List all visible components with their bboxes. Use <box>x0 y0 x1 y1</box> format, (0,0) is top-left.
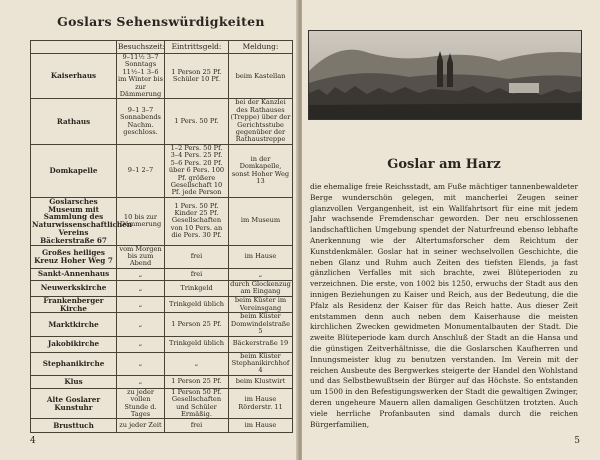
sight-name: Rathaus <box>31 99 117 144</box>
page-title: Goslars Sehenswürdigkeiten <box>57 14 265 29</box>
admission-fee: 1 Person 50 Pf. Gesellschaften und Schüler Ermäßig. <box>165 388 229 419</box>
sights-table <box>30 40 293 433</box>
admission-fee: frei <box>165 245 229 268</box>
header-report: Meldung: <box>229 41 293 54</box>
admission-fee: Trinkgeld üblich <box>165 296 229 313</box>
right-page <box>302 0 600 460</box>
table-row <box>31 336 293 352</box>
table-row <box>31 419 293 433</box>
visiting-time: 10 bis zur Dämmerung <box>117 197 165 245</box>
report-to: beim Küster im Vereinsgang <box>229 296 293 313</box>
page-number-left: 4 <box>30 436 36 446</box>
table-row <box>31 313 293 336</box>
report-to: Bäckerstraße 19 <box>229 336 293 352</box>
sight-name: Goslarsches Museum mit Sammlung des Naturwissenschaftlichen Vereins Bäckerstraße 67 <box>32 196 132 245</box>
report-to: im Hause <box>229 245 293 268</box>
report-to: im Hause <box>229 419 293 433</box>
report-to: im Hause Rörderstr. 11 <box>229 388 293 419</box>
sight-name: Sankt-Annenhaus <box>31 268 117 280</box>
report-to: in der Domkapelle, sonst Hoher Weg 13 <box>229 144 293 197</box>
table-row <box>31 352 293 375</box>
sight-name: Domkapelle <box>31 144 117 197</box>
page-number-right: 5 <box>574 436 580 446</box>
table-header-row <box>31 41 293 54</box>
admission-fee: „ <box>165 352 229 375</box>
sight-name: Brusttuch <box>31 419 117 433</box>
sight-name: Frankenberger Kirche <box>31 296 117 313</box>
sight-name: Kaiserhaus <box>31 54 117 99</box>
report-to: bei der Kanzlei des Rathauses (Treppe) über der Gerichtsstube gegenüber der Rathaustreppe <box>229 99 293 144</box>
admission-fee: 1–2 Pers. 50 Pf. 3–4 Pers. 25 Pf. 5–6 Pers. 20 Pf. über 6 Pers. 100 Pf. größere Gesellschaft 10 Pf. jede Person <box>165 144 229 197</box>
visiting-time: „ <box>117 296 165 313</box>
visiting-time: zu jeder Zeit <box>117 419 165 433</box>
report-to: beim Kastellan <box>229 54 293 99</box>
table-row <box>31 54 293 99</box>
header-visiting-time: Besuchszeit: <box>117 41 165 54</box>
report-to: „ <box>229 268 293 280</box>
report-to: beim Küster Domwindelstraße 5 <box>229 313 293 336</box>
admission-fee: frei <box>165 419 229 433</box>
sight-name: Großes heiliges Kreuz Hoher Weg 7 <box>31 245 117 268</box>
table-body <box>31 54 293 433</box>
admission-fee: 1 Person 25 Pf. Schüler 10 Pf. <box>165 54 229 99</box>
sight-name: Klus <box>31 375 117 388</box>
header-admission: Eintrittsgeld: <box>165 41 229 54</box>
admission-fee: frei <box>165 268 229 280</box>
visiting-time: „ <box>117 313 165 336</box>
report-to: durch Glockenzug am Eingang <box>230 279 291 296</box>
article-body: die ehemalige freie Reichsstadt, am Fuße mächtiger tannenbewaldeter Berge wunderschön gelegen, mit mancherlei Zeugen seiner glanzvollen Vergangenheit, ist ein Wallfahrtsort für eine mit jedem Jahr wachsende Fremdenschar geworden. Der neu erschlossenen landschaftlichen Umgebung spendet der Naturfreund ebenso lebhafte Anerkennung wie der Altertumsforscher dem Reichtum der Kunstdenkmäler. Goslar hat in seiner wechselvollen Geschichte, die neben Glanz und Ruhm auch Zeiten des tiefsten Elends, ja fast gänzlichen Verfalles mit sich brachte, zwei Blüteperioden zu verzeichnen. Die erste, von 1002 bis 1250, erwuchs der Stadt aus den innigen Beziehungen zu Kaiser und Reich, aus der Bedeutung, die die Pfalz als Residenz der Kaiser für das Reich hatte. Aus dieser Zeit entstammen denn auch neben dem Kaiserhause die meisten kirchlichen Zwecken gewidmeten Monumentalbauten der Stadt. Die zweite Blüteperiode kam durch Anschluß der Stadt an die Hansa und die günstigen Zeitverhältnisse, die die Goslarschen Kaufherren und Innungsmeister klug zu benutzen verstanden. Im Verein mit der reichen Ausbeute des Bergwerkes steigerte der Handel den Wohlstand und das Selbstbewußtsein der Bürger auf das Höchste. So entstanden um 1500 in den Befestigungswerken der Stadt die gewaltigen Zwinger, deren ungeheure Mauern allen damaligen Geschützen trotzten. Auch viele herrliche Profanbauten sind damals durch die reichen Bürgerfamilien, <box>310 182 578 429</box>
sight-name: Jakobikirche <box>31 336 117 352</box>
table-row <box>31 280 293 296</box>
admission-fee: 1 Person 25 Pf. <box>165 313 229 336</box>
visiting-time: „ <box>117 352 165 375</box>
table-row <box>31 245 293 268</box>
article-title: Goslar am Harz <box>387 157 501 172</box>
report-to: im Museum <box>229 197 293 245</box>
table-row <box>31 197 293 245</box>
sight-name: Alte Goslarer Kunstuhr <box>31 388 117 419</box>
visiting-time: „ <box>117 336 165 352</box>
report-to: beim Küster Stephanikirchhof 4 <box>229 352 293 375</box>
table-row <box>31 375 293 388</box>
visiting-time: 9–11½ 3–7 Sonntags 11½–1 3–6 im Winter bis zur Dämmerung <box>118 53 163 99</box>
admission-fee: 1 Pers. 50 Pf. Kinder 25 Pf. Gesellschaften von 10 Pers. an die Pers. 30 Pf. <box>165 197 229 245</box>
table-row <box>31 268 293 280</box>
sight-name: Marktkirche <box>31 313 117 336</box>
visiting-time: „ <box>117 280 165 296</box>
admission-fee: 1 Person 25 Pf. <box>165 375 229 388</box>
left-page <box>0 0 298 460</box>
report-to: beim Klustwirt <box>229 375 293 388</box>
admission-fee: 1 Pers. 50 Pf. <box>165 99 229 144</box>
visiting-time: 9–1 3–7 Sonnabends Nachm. geschloss. <box>117 99 165 144</box>
visiting-time: „ <box>117 375 165 388</box>
sight-name: Neuwerkskirche <box>31 280 117 296</box>
visiting-time: vom Morgen bis zum Abend <box>117 245 165 268</box>
header-name <box>31 41 117 54</box>
goslar-town-photo <box>308 30 582 120</box>
visiting-time: 9–1 2–7 <box>117 144 165 197</box>
visiting-time: „ <box>117 268 165 280</box>
sight-name: Stephanikirche <box>31 352 117 375</box>
admission-fee: Trinkgeld üblich <box>165 336 229 352</box>
table-row <box>31 296 293 313</box>
table-row <box>31 99 293 144</box>
table-row <box>31 388 293 419</box>
admission-fee: Trinkgeld <box>165 280 229 296</box>
visiting-time: zu jeder vollen Stunde d. Tages <box>117 388 165 419</box>
table-row <box>31 144 293 197</box>
